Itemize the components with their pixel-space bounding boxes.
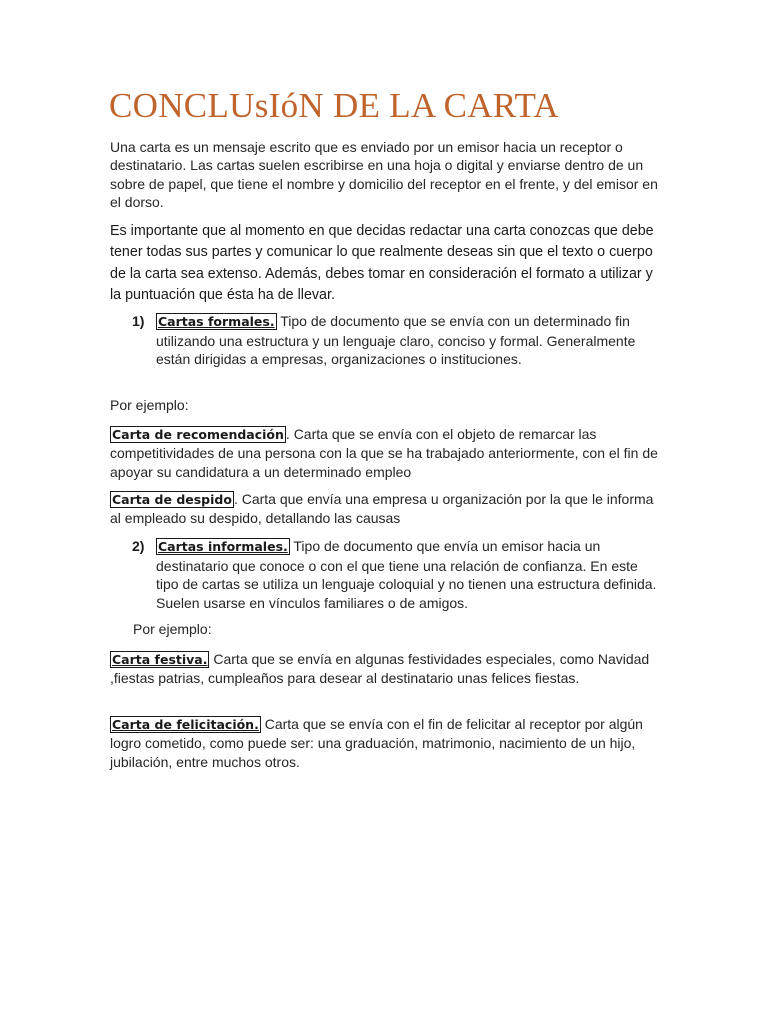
page-title: CONCLUsIóN DE LA CARTA xyxy=(109,86,559,125)
example-paragraph xyxy=(110,715,662,771)
definition-text: Tipo de documento que se envía con un determinado fin utilizando una estructura y un lenguaje claro, conciso y formal. Generalmente están dirigidas a empresas, organizaciones o instituciones. xyxy=(156,313,636,368)
example-paragraph xyxy=(110,490,662,528)
importance-paragraph: Es importante que al momento en que decidas redactar una carta conozcas que debe tener todas sus partes y comunicar lo que realmente deseas sin que el texto o cuerpo de la carta sea extenso. Además, debes tomar en consideración el formato a utilizar y la puntuación que ésta ha de llevar. xyxy=(110,223,654,303)
list-item-text xyxy=(156,537,662,612)
example-text: Carta que se envía con el fin de felicitar al receptor por algún logro cometido, como puede ser: una graduación, matrimonio, nacimiento de un hijo, jubilación, entre muchos otros. xyxy=(110,716,643,770)
term-carta-felicitacion: Carta de felicitación. xyxy=(112,717,259,732)
intro-paragraph: Una carta es un mensaje escrito que es enviado por un emisor hacia un receptor o destinatario. Las cartas suelen escribirse en una hoja o digital y enviarse dentro de un sobre de papel, que tiene el nombre y domicilio del receptor en el frente, y del emisor en el dorso. xyxy=(110,139,658,211)
term-cartas-formales: Cartas formales. xyxy=(158,314,275,329)
example-text: Carta que se envía en algunas festividades especiales, como Navidad ,fiestas patrias, cumpleaños para desear al destinatario unas felices fiestas. xyxy=(110,651,650,687)
term-cartas-informales: Cartas informales. xyxy=(158,539,288,554)
list-item-informal xyxy=(110,537,670,612)
definition-text: Tipo de documento que envía un emisor hacia un destinatario que conoce o con el que tiene una relación de confianza. En este tipo de cartas se utiliza un lenguaje coloquial y no tienen una estructura definida. Suelen usarse en vínculos familiares o de amigos. xyxy=(156,538,657,611)
term-carta-festiva: Carta festiva. xyxy=(112,652,208,667)
list-item-formal xyxy=(110,312,670,369)
term-carta-despido: Carta de despido xyxy=(112,492,232,507)
term-carta-recomendacion: Carta de recomendación xyxy=(112,427,284,442)
example-text: . Carta que se envía con el objeto de remarcar las competitividades de una persona con la que se ha trabajado anteriormente, con el fin de apoyar su candidatura a un determinado empleo xyxy=(110,426,658,480)
example-paragraph xyxy=(110,425,662,481)
example-label: Por ejemplo: xyxy=(133,621,212,637)
list-number: 1) xyxy=(132,313,145,329)
list-item-text xyxy=(156,312,662,369)
example-paragraph xyxy=(110,650,662,688)
list-number: 2) xyxy=(132,538,145,554)
example-label: Por ejemplo: xyxy=(110,397,189,413)
example-text: . Carta que envía una empresa u organización por la que le informa al empleado su despido, detallando las causas xyxy=(110,491,654,527)
